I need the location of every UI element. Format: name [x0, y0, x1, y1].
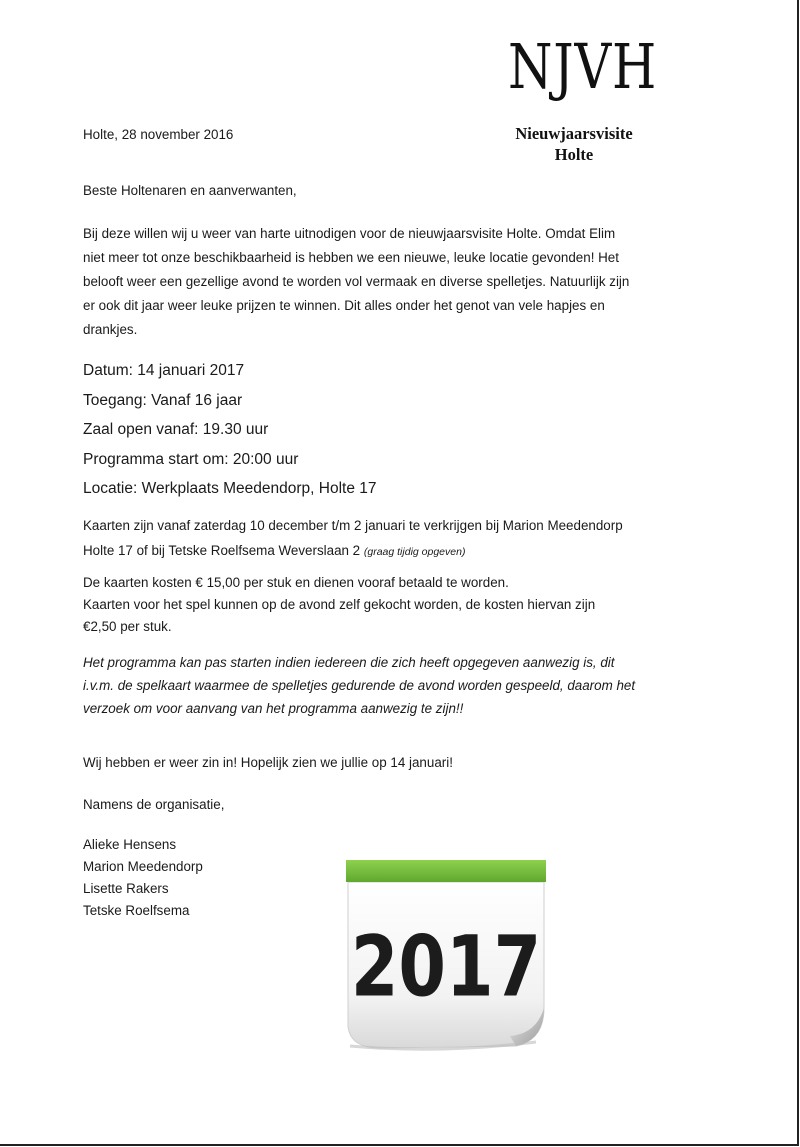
brand-title: [499, 123, 649, 165]
intro-paragraph: [83, 222, 703, 342]
price-line: €2,50 per stuk.: [83, 619, 172, 634]
tickets-line: [83, 538, 623, 565]
price-line: Kaarten voor het spel kunnen op de avond zelf gekocht worden, de kosten hiervan zijn: [83, 597, 596, 612]
greeting: Beste Holtenaren en aanverwanten,: [83, 183, 297, 198]
calendar-year: 2017: [350, 918, 542, 1017]
brand-title-line2: Holte: [554, 145, 594, 164]
tickets-info: [83, 513, 623, 565]
organizer-name: Lisette Rakers: [83, 881, 169, 896]
price-line: De kaarten kosten € 15,00 per stuk en dienen vooraf betaald te worden.: [83, 575, 509, 590]
intro-line: belooft weer een gezellige avond te worden vol vermaak en diverse spelletjes. Natuurlijk zijn: [83, 274, 630, 289]
detail-doors-open: Zaal open vanaf: 19.30 uur: [83, 421, 269, 438]
program-note-line: Het programma kan pas starten indien iedereen die zich heeft opgegeven aanwezig is, dit: [83, 655, 615, 670]
program-note-line: verzoek om voor aanvang van het programma aanwezig te zijn!!: [83, 701, 464, 716]
intro-line: drankjes.: [83, 322, 138, 337]
detail-location: Locatie: Werkplaats Meedendorp, Holte 17: [83, 480, 377, 497]
program-note: [83, 651, 635, 720]
organizer-name: Alieke Hensens: [83, 837, 177, 852]
tickets-line: Kaarten zijn vanaf zaterdag 10 december t/m 2 januari te verkrijgen bij Marion Meedendorp: [83, 518, 623, 533]
organizer-name: Marion Meedendorp: [83, 859, 203, 874]
detail-access: Toegang: Vanaf 16 jaar: [83, 391, 243, 409]
closing-line: Wij hebben er weer zin in! Hopelijk zien we jullie op 14 januari!: [83, 755, 453, 770]
tickets-line-text: Holte 17 of bij Tetske Roelfsema Weverslaan 2: [83, 543, 361, 558]
njvh-logo: NJVH: [508, 30, 658, 103]
intro-line: niet meer tot onze beschikbaarheid is hebben we een nieuwe, leuke locatie gevonden! Het: [83, 250, 619, 265]
program-note-line: i.v.m. de spelkaart waarmee de spelletjes gedurende de avond worden gespeeld, daarom het: [83, 678, 636, 693]
detail-date: Datum: 14 januari 2017: [83, 362, 245, 379]
intro-line: Bij deze willen wij u weer van harte uitnodigen voor de nieuwjaarsvisite Holte. Omdat Elim: [83, 226, 616, 241]
tickets-note: (graag tijdig opgeven): [363, 546, 466, 558]
price-info: [83, 572, 595, 638]
dateline: Holte, 28 november 2016: [83, 127, 234, 142]
organizer-names: [83, 834, 203, 922]
detail-program-start: Programma start om: 20:00 uur: [83, 450, 299, 468]
calendar-tab: [346, 860, 546, 882]
brand-title-line1: Nieuwjaarsvisite: [515, 124, 633, 143]
intro-line: er ook dit jaar weer leuke prijzen te winnen. Dit alles onder het genot van vele hapjes en: [83, 298, 605, 313]
event-details: [83, 356, 377, 504]
organizer-name: Tetske Roelfsema: [83, 903, 190, 918]
calendar-2017-illustration: [340, 858, 552, 1054]
signoff: Namens de organisatie,: [83, 797, 225, 812]
